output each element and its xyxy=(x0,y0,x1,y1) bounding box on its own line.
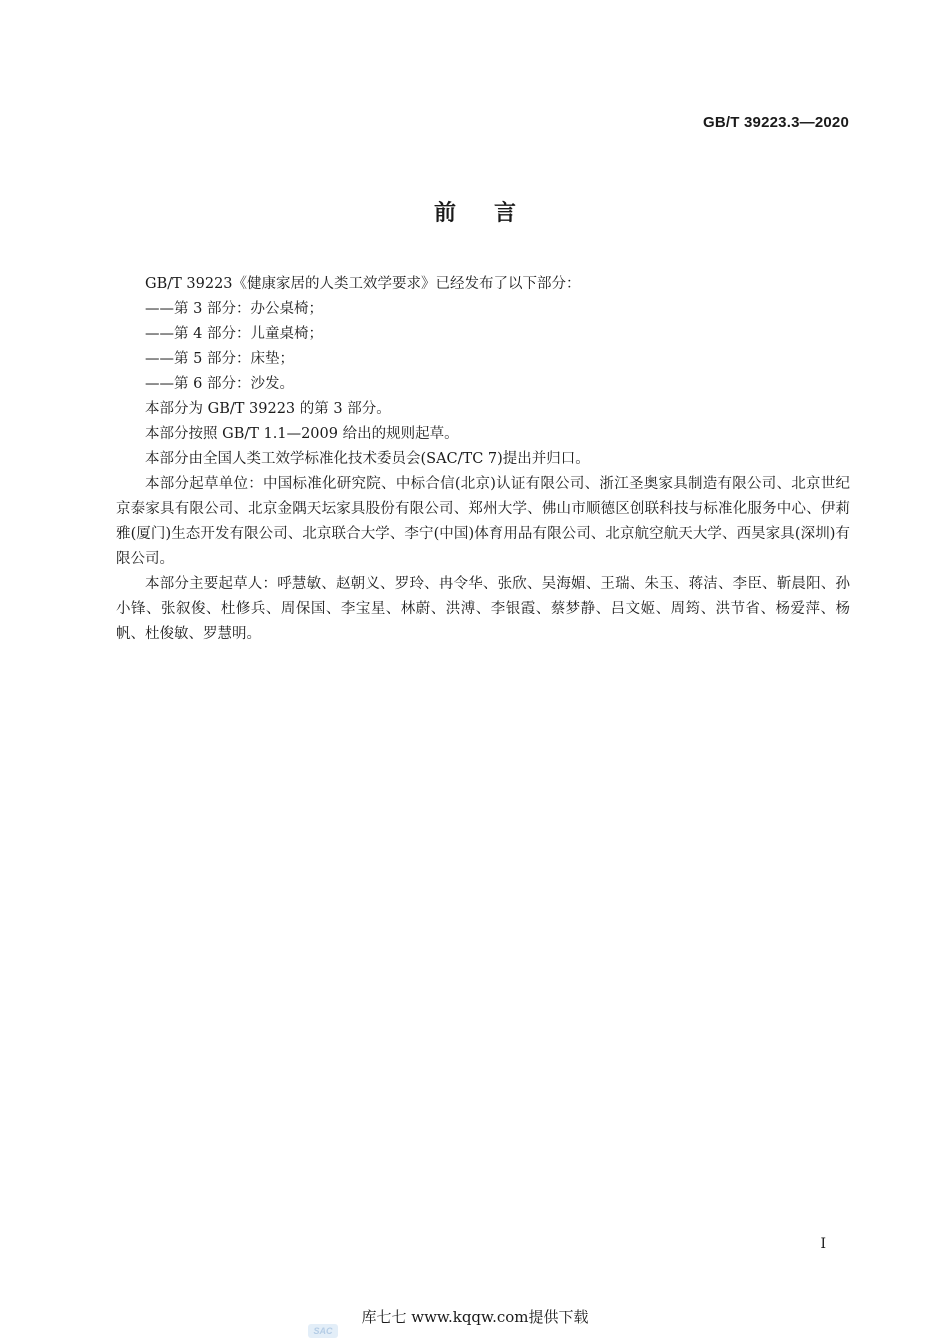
part-list-item: ——第 4 部分：儿童桌椅； xyxy=(145,326,323,342)
document-body xyxy=(116,272,850,647)
sac-logo-watermark: SAC xyxy=(308,1324,338,1338)
committee-paragraph: 本部分由全国人类工效学标准化技术委员会(SAC/TC 7)提出并归口。 xyxy=(145,451,590,467)
drafting-units-paragraph: 本部分起草单位：中国标准化研究院、中标合信(北京)认证有限公司、浙江圣奥家具制造有限公司、北京世纪京泰家具有限公司、北京金隅天坛家具股份有限公司、郑州大学、佛山市顺德区创联科技与标准化服务中心、伊莉雅(厦门)生态开发有限公司、北京联合大学、李宁(中国)体育用品有限公司、北京航空航天大学、西昊家具(深圳)有限公司。 xyxy=(116,476,850,567)
drafters-paragraph: 本部分主要起草人：呼慧敏、赵朝义、罗玲、冉令华、张欣、吴海媚、王瑞、朱玉、蒋洁、李臣、靳晨阳、孙小锋、张叙俊、杜修兵、周保国、李宝星、林蔚、洪溥、李银霞、蔡梦静、吕文姬、周筠、洪节省、杨爱萍、杨帆、杜俊敏、罗慧明。 xyxy=(116,576,850,642)
page-title: 前言 xyxy=(433,200,554,226)
download-footer: 库七七 www.kqqw.com提供下载 xyxy=(361,1308,589,1326)
intro-paragraph: GB/T 39223《健康家居的人类工效学要求》已经发布了以下部分： xyxy=(145,276,581,292)
scope-paragraph: 本部分为 GB/T 39223 的第 3 部分。 xyxy=(145,401,391,417)
standard-number: GB/T 39223.3—2020 xyxy=(703,114,849,131)
page-number: I xyxy=(820,1236,826,1252)
rules-paragraph: 本部分按照 GB/T 1.1—2009 给出的规则起草。 xyxy=(145,426,459,442)
part-list-item: ——第 6 部分：沙发。 xyxy=(145,376,294,392)
part-list-item: ——第 3 部分：办公桌椅； xyxy=(145,301,323,317)
part-list-item: ——第 5 部分：床垫； xyxy=(145,351,294,367)
